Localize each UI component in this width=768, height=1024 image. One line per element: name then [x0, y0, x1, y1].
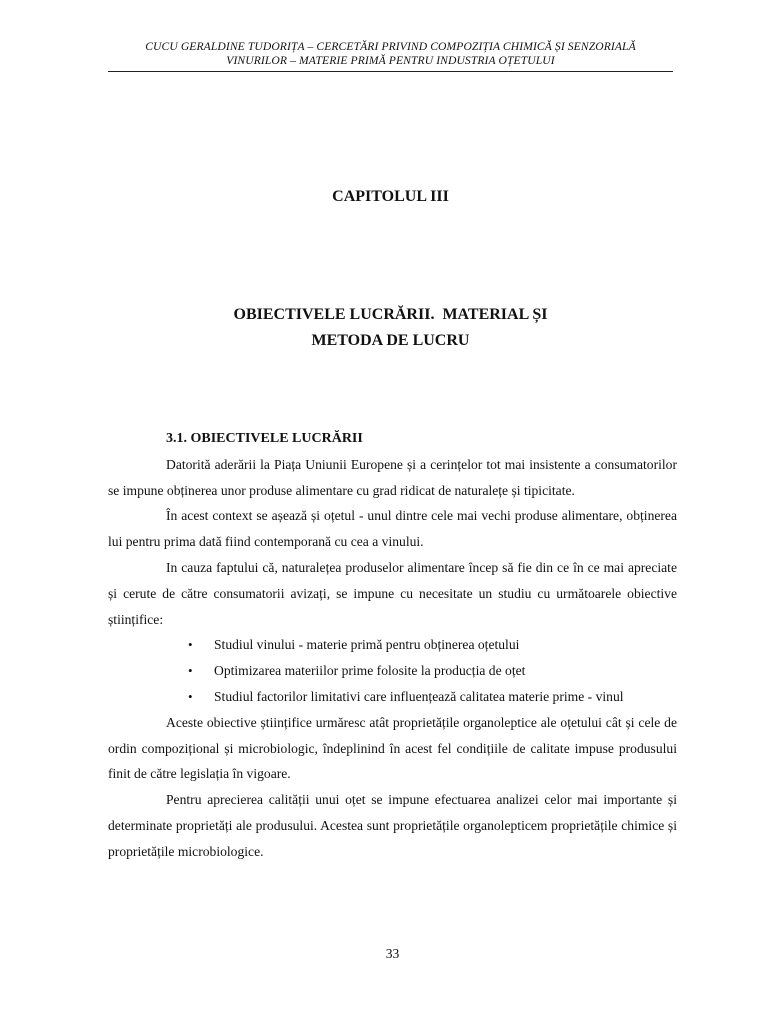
paragraph-5: Pentru aprecierea calității unui oțet se impune efectuarea analizei celor mai importante și determinate proprietăți ale produsului. Acestea sunt proprietățile organolepticem proprietățile chimice și proprietățile microbiologice. [108, 792, 677, 859]
chapter-title-line-2: METODA DE LUCRU [311, 332, 470, 349]
body-text [108, 426, 677, 865]
chapter-label: CAPITOLUL III [332, 188, 449, 205]
header-line-2: VINURILOR – MATERIE PRIMĂ PENTRU INDUSTRIA OȚETULUI [226, 53, 555, 67]
paragraph-2: În acest context se așează și oțetul - unul dintre cele mai vechi produse alimentare, obținerea lui pentru prima dată fiind contemporană cu cea a vinului. [108, 508, 677, 550]
chapter-title-line-1: OBIECTIVELE LUCRĂRII. MATERIAL ȘI [233, 306, 548, 323]
header-divider [108, 71, 673, 72]
page-number: 33 [385, 946, 400, 961]
running-header [108, 40, 673, 67]
objectives-list [108, 632, 677, 709]
paragraph-4: Aceste obiective științifice urmăresc atât proprietățile organoleptice ale oțetului cât și cele de ordin compozițional și microbiologic, îndeplinind în acest fel condițiile de calitate impuse produsului finit de către legislația în vigoare. [108, 714, 677, 782]
section-heading: 3.1. OBIECTIVELE LUCRĂRII [166, 431, 363, 446]
bullet-icon: • [188, 637, 193, 653]
paragraph-3: In cauza faptului că, naturalețea produselor alimentare încep să fie din ce în ce mai apreciate și cerute de către consumatorii avizați, se impune cu necesitate un studiu cu următoarele obiective științifice: [108, 559, 677, 627]
list-item [108, 632, 677, 658]
bullet-icon: • [188, 688, 193, 704]
list-item-text: Studiul vinului - materie primă pentru obținerea oțetului [214, 637, 520, 653]
bullet-icon: • [188, 663, 193, 679]
paragraph-1: Datorită aderării la Piața Uniunii Europene și a cerințelor tot mai insistente a consumatorilor se impune obținerea unor produse alimentare cu grad ridicat de naturalețe și tipicitate. [108, 456, 677, 498]
list-item-text: Studiul factorilor limitativi care influențează calitatea materie prime - vinul [214, 688, 624, 704]
list-item [108, 684, 677, 710]
chapter-title [108, 302, 673, 354]
header-line-1: CUCU GERALDINE TUDORIȚA – CERCETĂRI PRIVIND COMPOZIȚIA CHIMICĂ ȘI SENZORIALĂ [145, 40, 636, 53]
list-item [108, 658, 677, 684]
list-item-text: Optimizarea materiilor prime folosite la producția de oțet [214, 663, 526, 679]
